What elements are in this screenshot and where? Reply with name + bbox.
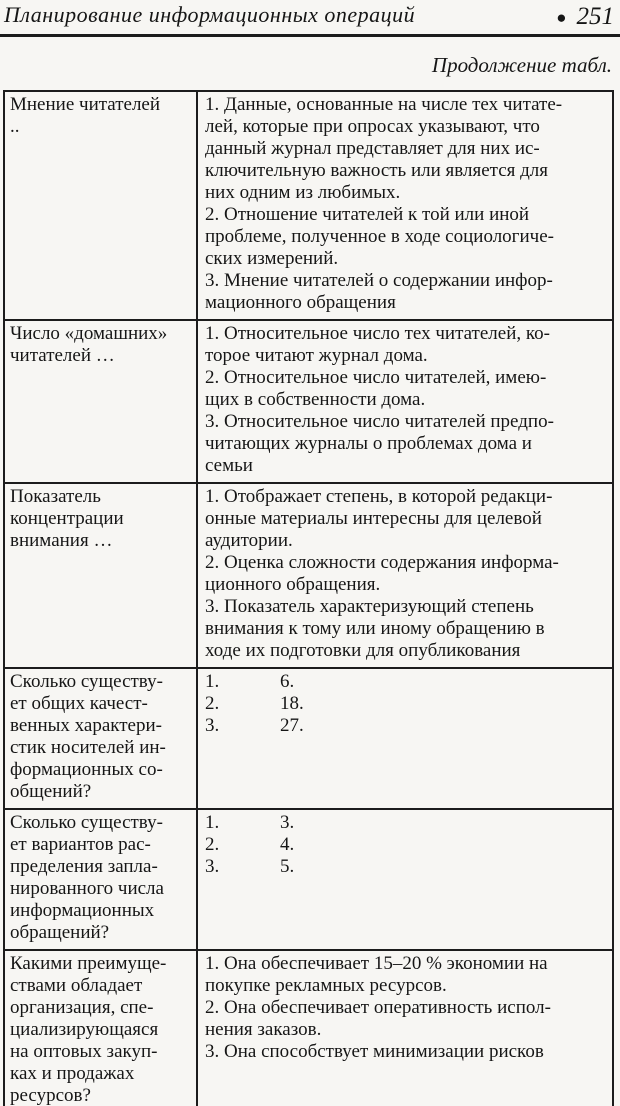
term-cell: Сколько существу- ет общих качест- венных характери- стик носителей ин- формационных со- общений?: [5, 669, 198, 808]
answer-cell: 1. Она обеспечивает 15–20 % экономии на покупке рекламных ресурсов. 2. Она обеспечивает оперативность испол- нения заказов. 3. Она способствует минимизации рисков: [205, 952, 551, 1062]
answer-option-number: 1.: [205, 670, 220, 692]
table-row: [5, 667, 612, 808]
table-row: [5, 319, 612, 482]
header-page-block: [556, 3, 614, 31]
answer-option-value: 4.: [280, 833, 295, 855]
header-title: Планирование информационных операций: [4, 2, 416, 27]
answer-cell: 1. Относительное число тех читателей, ко- торое читают журнал дома. 2. Относительное число читателей, имею- щих в собственности дома. 3. Относительное число читателей предпо- читающих журналы о проблемах дома и семьи: [205, 322, 554, 476]
term-cell: Мнение читателей ..: [5, 92, 198, 319]
answer-option-number: 3.: [205, 714, 220, 736]
answer-cell: [198, 810, 612, 949]
table-row: [5, 808, 612, 949]
answer-option: [205, 693, 608, 715]
answer-option-value: 6.: [280, 670, 295, 692]
answer-option: [205, 834, 608, 856]
bullet-icon: ●: [556, 8, 567, 27]
answer-option-number: 1.: [205, 811, 220, 833]
answer-option-number: 2.: [205, 692, 220, 714]
answer-option-value: 27.: [280, 714, 304, 736]
answer-option-value: 5.: [280, 855, 295, 877]
answer-option: [205, 715, 608, 737]
answer-option-number: 3.: [205, 855, 220, 877]
table-row: [5, 92, 612, 319]
answer-option-number: 2.: [205, 833, 220, 855]
answer-cell: 1. Данные, основанные на числе тех читате- лей, которые при опросах указывают, что данный журнал представляет для них ис- ключительную важность или является для них одним из любимых. 2. Отношение читателей к той или иной проблеме, полученное в ходе социологиче- ских измерений. 3. Мнение читателей о содержании инфор- мационного обращения: [205, 93, 563, 313]
question-table: [3, 90, 614, 1106]
table-continuation-note: Продолжение табл.: [431, 52, 612, 77]
term-cell: Сколько существу- ет вариантов рас- пределения запла- нированного числа информационных обращений?: [5, 810, 198, 949]
answer-option-value: 3.: [280, 811, 295, 833]
answer-option: [205, 856, 608, 878]
answer-cell: [198, 669, 612, 808]
term-cell: Какими преимуще- ствами обладает организация, спе- циализирующаяся на оптовых закуп- ках и продажах ресурсов?: [5, 951, 198, 1106]
table-row: [5, 482, 612, 667]
term-cell: Число «домашних» читателей …: [5, 321, 198, 482]
answer-option: [205, 671, 608, 693]
table-row: [5, 949, 612, 1106]
running-header: [0, 0, 620, 31]
answer-cell: 1. Отображает степень, в которой редакци- онные материалы интересны для целевой аудитории. 2. Оценка сложности содержания информа- ционного обращения. 3. Показатель характеризующий степень внимания к тому или иному обращению в ходе их подготовки для опубликования: [205, 485, 559, 661]
term-cell: Показатель концентрации внимания …: [5, 484, 198, 667]
page-number: 251: [576, 2, 614, 30]
answer-option-value: 18.: [280, 692, 304, 714]
answer-option: [205, 812, 608, 834]
